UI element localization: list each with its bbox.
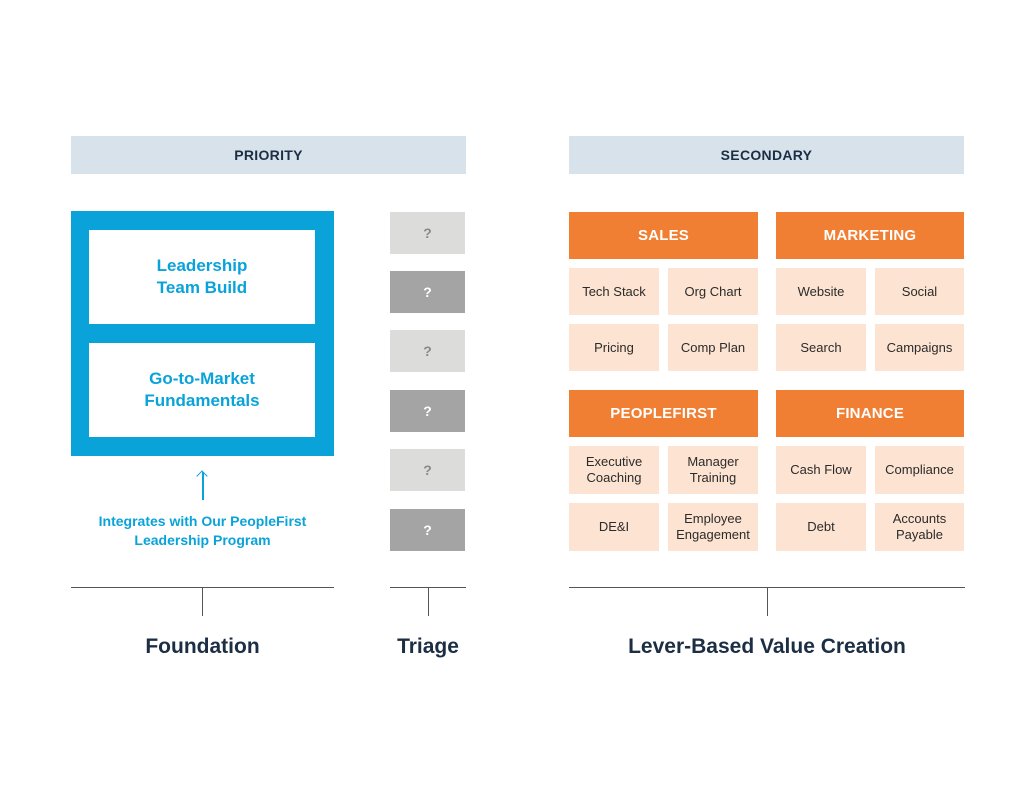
lever-pricing: Pricing xyxy=(569,324,659,371)
lever-comp-plan: Comp Plan xyxy=(668,324,758,371)
triage-box: ? xyxy=(390,509,465,551)
lever-compliance: Compliance xyxy=(875,446,964,494)
leadership-team-build-box: Leadership Team Build xyxy=(89,230,315,324)
lever-campaigns: Campaigns xyxy=(875,324,964,371)
lever-accounts-payable: Accounts Payable xyxy=(875,503,964,551)
lever-tech-stack: Tech Stack xyxy=(569,268,659,315)
marketing-header: MARKETING xyxy=(776,212,964,259)
lever-org-chart: Org Chart xyxy=(668,268,758,315)
triage-box: ? xyxy=(390,271,465,313)
secondary-header: SECONDARY xyxy=(569,136,964,174)
triage-label: Triage xyxy=(397,635,459,658)
lever-executive-coaching: Executive Coaching xyxy=(569,446,659,494)
lever-website: Website xyxy=(776,268,866,315)
integrates-note: Integrates with Our PeopleFirst Leadership Program xyxy=(98,513,307,548)
foundation-label: Foundation xyxy=(145,635,260,658)
up-arrow-icon xyxy=(196,470,207,481)
lever-manager-training: Manager Training xyxy=(668,446,758,494)
lever-debt: Debt xyxy=(776,503,866,551)
lever-label: Lever-Based Value Creation xyxy=(628,635,906,658)
sales-header: SALES xyxy=(569,212,758,259)
lever-tick xyxy=(767,587,768,616)
triage-box: ? xyxy=(390,390,465,432)
finance-header: FINANCE xyxy=(776,390,964,437)
lever-dei: DE&I xyxy=(569,503,659,551)
lever-search: Search xyxy=(776,324,866,371)
priority-header: PRIORITY xyxy=(71,136,466,174)
go-to-market-box: Go-to-Market Fundamentals xyxy=(89,343,315,437)
triage-box: ? xyxy=(390,212,465,254)
triage-tick xyxy=(428,587,429,616)
foundation-tick xyxy=(202,587,203,616)
lever-cash-flow: Cash Flow xyxy=(776,446,866,494)
triage-box: ? xyxy=(390,330,465,372)
peoplefirst-header: PEOPLEFIRST xyxy=(569,390,758,437)
triage-box: ? xyxy=(390,449,465,491)
lever-social: Social xyxy=(875,268,964,315)
lever-employee-engagement: Employee Engagement xyxy=(668,503,758,551)
